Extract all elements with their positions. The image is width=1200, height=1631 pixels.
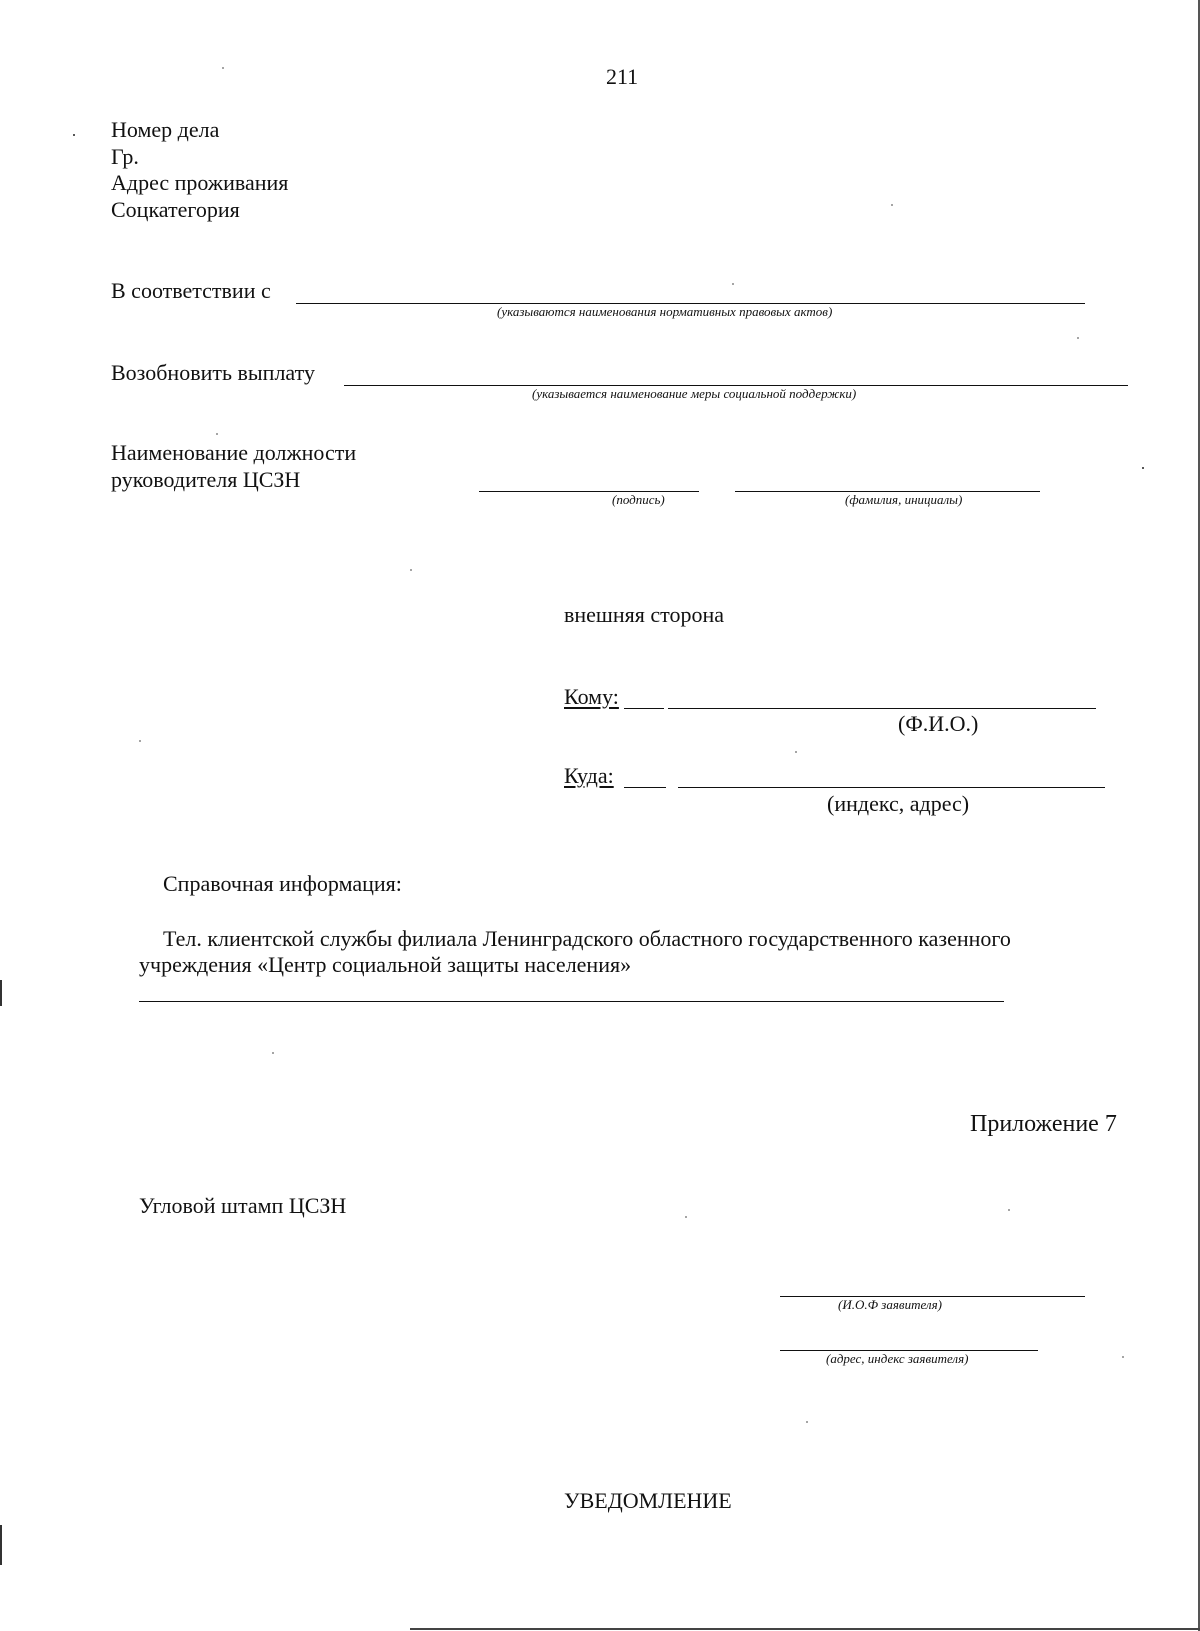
scan-speck: [73, 134, 75, 136]
scan-edge-left: [0, 1525, 2, 1565]
scan-speck: [1008, 1209, 1010, 1211]
scan-speck: [891, 204, 893, 206]
reference-line2: учреждения «Центр социальной защиты населения»: [139, 952, 632, 977]
scan-speck: [685, 1216, 687, 1218]
signature-caption: (подпись): [612, 492, 665, 507]
scan-edge-left: [0, 980, 2, 1006]
scan-speck: [139, 740, 141, 742]
according-label: В соответствии с: [111, 278, 271, 303]
scan-speck: [806, 1421, 808, 1423]
reference-phone-line: [139, 1001, 1004, 1002]
signature-line: [479, 491, 699, 492]
scan-speck: [732, 283, 734, 285]
to-label-line: [624, 708, 664, 709]
notice-title: УВЕДОМЛЕНИЕ: [564, 1488, 732, 1513]
scan-speck: [1122, 1356, 1124, 1358]
address-label: Адрес проживания: [111, 170, 289, 195]
to-caption: (Ф.И.О.): [898, 711, 979, 736]
scan-edge-bottom: [410, 1628, 1200, 1630]
scan-speck: [410, 569, 412, 571]
stamp-label: Угловой штамп ЦСЗН: [139, 1193, 347, 1218]
according-caption: (указываются наименования нормативных правовых актов): [497, 304, 833, 319]
to-label: Кому:: [564, 684, 619, 709]
applicant-address-caption: (адрес, индекс заявителя): [826, 1351, 969, 1366]
where-caption: (индекс, адрес): [827, 791, 970, 816]
scan-speck: [1077, 337, 1079, 339]
resume-caption: (указывается наименование меры социальной поддержки): [532, 386, 857, 401]
position-line1: Наименование должности: [111, 440, 357, 465]
scan-speck: [272, 1052, 274, 1054]
case-number-label: Номер дела: [111, 117, 220, 142]
social-category-label: Соцкатегория: [111, 197, 240, 222]
resume-label: Возобновить выплату: [111, 360, 315, 385]
reference-heading: Справочная информация:: [163, 871, 402, 896]
scan-speck: [216, 433, 218, 435]
position-line2: руководителя ЦСЗН: [111, 467, 301, 492]
where-label-line: [624, 787, 666, 788]
where-label: Куда:: [564, 763, 614, 788]
citizen-label: Гр.: [111, 144, 139, 169]
scan-speck: [795, 751, 797, 753]
where-line: [678, 787, 1105, 788]
to-line: [668, 708, 1096, 709]
reference-line1: Тел. клиентской службы филиала Ленинградского областного государственного казенного: [163, 926, 1011, 951]
scan-speck: [1142, 467, 1144, 469]
page-number: 211: [606, 64, 639, 89]
envelope-heading: внешняя сторона: [564, 602, 725, 627]
applicant-name-caption: (И.О.Ф заявителя): [838, 1297, 942, 1312]
appendix-title: Приложение 7: [970, 1111, 1117, 1137]
name-caption: (фамилия, инициалы): [845, 492, 963, 507]
scan-speck: [222, 67, 224, 69]
